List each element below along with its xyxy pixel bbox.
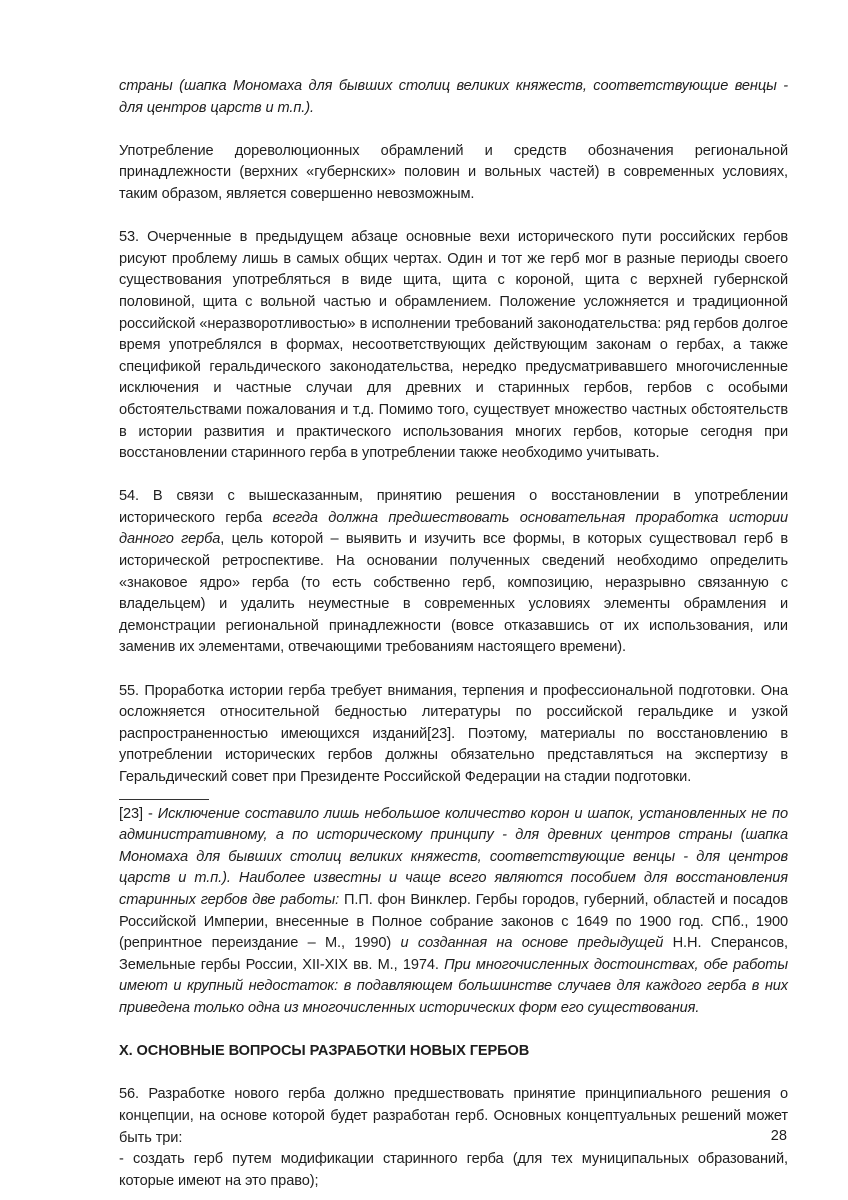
- footnote-23-marker: [23] -: [119, 805, 158, 822]
- paragraph-54-text-2: , цель которой – выявить и изучить все формы, в которых существовал герб в исторической ретроспективе. На основании полученных сведений необходимо определить «знаковое ядро» герба (то есть собственно герб, композицию, неразрывно связанную с владельцем) и удалить неуместные в современных условиях элементы обрамления и демонстрации региональной принадлежности (вовсе отказавшись от их использования, или заменив их элементами, отвечающими требованиям настоящего времени).: [119, 531, 789, 656]
- paragraph-54-text-1: 54. В связи с вышесказанным, принятию решения о восстановлении в употреблении исторического герба: [119, 488, 788, 526]
- section-heading: X. ОСНОВНЫЕ ВОПРОСЫ РАЗРАБОТКИ НОВЫХ ГЕРБОВ: [119, 1043, 530, 1060]
- footnote-23-text-3: Н.Н. Сперансов, Земельные гербы России, XII-XIX вв. М., 1974.: [119, 935, 789, 973]
- footnote-23-italic-3: При многочисленных достоинствах, обе работы имеют и крупный недостаток: в подавляющем большинстве случаев для каждого герба в них приведена только одна из многочисленных исторических форм его существования.: [119, 956, 788, 1016]
- paragraph-54: [119, 486, 788, 659]
- list-item-modify-old-arms: - создать герб путем модификации старинного герба (для тех муниципальных образований, которые имеют на это право);: [119, 1151, 788, 1189]
- paragraph-usage: Употребление дореволюционных обрамлений и средств обозначения региональной принадлежности (верхних «губернских» половин и вольных частей) в современных условиях, таким образом, является совершенно невозможным.: [119, 142, 788, 202]
- footnote-23-text-2: П.П. фон Винклер. Гербы городов, губерний, областей и посадов Российской Империи, внесенные в Полное собрание законов с 1649 по 1900 год. СПб., 1900 (репринтное переиздание – М., 1990): [119, 891, 788, 952]
- paragraph-56: 56. Разработке нового герба должно предшествовать принятие принципиального решения о концепции, на основе которой будет разработан герб. Основных концептуальных решений может быть три:: [119, 1086, 788, 1146]
- page-number: 28: [770, 1128, 787, 1144]
- paragraph-54-emphasis: всегда должна предшествовать основательная проработка истории данного герба: [119, 509, 788, 548]
- footnote-23-italic-1: Исключение составило лишь небольшое количество корон и шапок, установленных не по административному, а по историческому принципу - для древних центров страны (шапка Мономаха для бывших столиц великих княжеств, соответствующие венцы - для центров царств и т.п.). Наиболее известны и чаще всего являются пособием для восстановления старинных гербов две работы:: [119, 805, 788, 908]
- footnote-23: [119, 804, 788, 1020]
- paragraph-continuation: страны (шапка Мономаха для бывших столиц великих княжеств, соответствующие венцы - для центров царств и т.п.).: [119, 78, 788, 116]
- paragraph-53: 53. Очерченные в предыдущем абзаце основные вехи исторического пути российских гербов рисуют проблему лишь в самых общих чертах. Один и тот же герб мог в разные периоды своего существования употребляться в виде щита, щита с короной, щита с верхней губернской половиной, щита с вольной частью и обрамлением. Положение усложняется и традиционной российской «неразворотливостью» в исполнении требований законодательства: ряд гербов долгое время употреблялся в формах, несоответствующих действующим законам о гербах, а также спецификой геральдического законодательства, нередко предусматривавшего многочисленные исключения и частные случаи для древних и старинных гербов, гербов с особыми обстоятельствами пожалования и т.д. Помимо того, существует множество частных обстоятельств в истории развития и практического использования многих гербов, которые сегодня при восстановлении старинного герба в употреблении также необходимо учитывать.: [119, 229, 788, 462]
- footnote-23-italic-2: и созданная на основе предыдущей: [400, 935, 664, 952]
- document-page: [119, 76, 788, 1192]
- footnote-divider: [119, 799, 209, 800]
- paragraph-55: 55. Проработка истории герба требует внимания, терпения и профессиональной подготовки. Она осложняется относительной бедностью литературы по российской геральдике и узкой распространенностью имеющихся изданий[23]. Поэтому, материалы по восстановлению в употреблении исторических гербов должны обязательно представляться на экспертизу в Геральдический совет при Президенте Российской Федерации на стадии подготовки.: [119, 682, 788, 785]
